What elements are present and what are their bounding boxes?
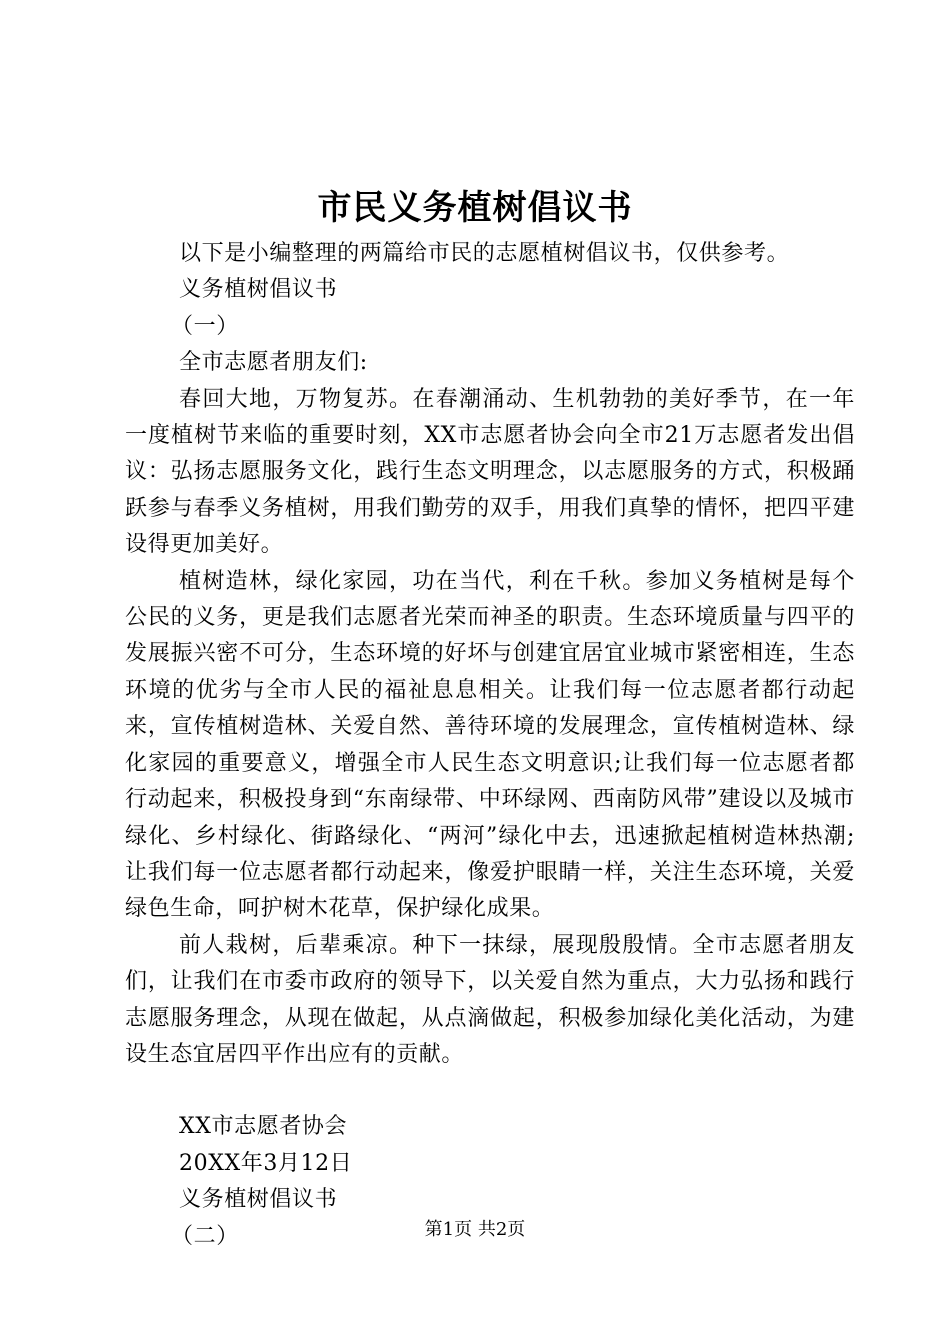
- letter2-heading: 义务植树倡议书: [179, 1187, 338, 1213]
- letter1-salutation: 全市志愿者朋友们:: [179, 350, 368, 376]
- paragraph-gap: [125, 1073, 855, 1109]
- intro-paragraph: 以下是小编整理的两篇给市民的志愿植树倡议书，仅供参考。: [179, 241, 790, 266]
- page-footer: 第1页 共2页: [424, 1219, 526, 1240]
- body-paragraph: 春回大地，万物复苏。在春潮涌动、生机勃勃的美好季节，在一年一度植树节来临的重要时刻，XX市志愿者协会向全市21万志愿者发出倡议：弘扬志愿服务文化，践行生态文明理念，以志愿服务的方式，积极踊跃参与春季义务植树，用我们勤劳的双手，用我们真挚的情怀，把四平建设得更加美好。: [125, 386, 855, 558]
- body-paragraph: 前人栽树，后辈乘凉。种下一抹绿，展现殷殷情。全市志愿者朋友们，让我们在市委市政府的领导下，以关爱自然为重点，大力弘扬和践行志愿服务理念，从现在做起，从点滴做起，积极参加绿化美化活动，为建设生态宜居四平作出应有的贡献。: [125, 932, 855, 1067]
- letter1-heading: 义务植树倡议书: [179, 277, 338, 303]
- body-paragraph: 植树造林，绿化家园，功在当代，利在千秋。参加义务植树是每个公民的义务，更是我们志愿者光荣而神圣的职责。生态环境质量与四平的发展振兴密不可分，生态环境的好坏与创建宜居宜业城市紧密相连，生态环境的优劣与全市人民的福祉息息相关。让我们每一位志愿者都行动起来，宣传植树造林、关爱自然、善待环境的发展理念，宣传植树造林、绿化家园的重要意义，增强全市人民生态文明意识;让我们每一位志愿者都行动起来，积极投身到“东南绿带、中环绿网、西南防风带”建设以及城市绿化、乡村绿化、街路绿化、“两河”绿化中去，迅速掀起植树造林热潮;让我们每一位志愿者都行动起来，像爱护眼睛一样，关注生态环境，关爱绿色生命，呵护树木花草，保护绿化成果。: [125, 568, 855, 922]
- letter2-number: （二）: [171, 1223, 239, 1249]
- letter1-number: （一）: [171, 313, 239, 339]
- letter1-date: 20XX年3月12日: [179, 1150, 353, 1176]
- letter1-signature: XX市志愿者协会: [179, 1114, 348, 1140]
- document-title: 市民义务植树倡议书: [317, 188, 633, 228]
- document-body: [125, 236, 855, 1255]
